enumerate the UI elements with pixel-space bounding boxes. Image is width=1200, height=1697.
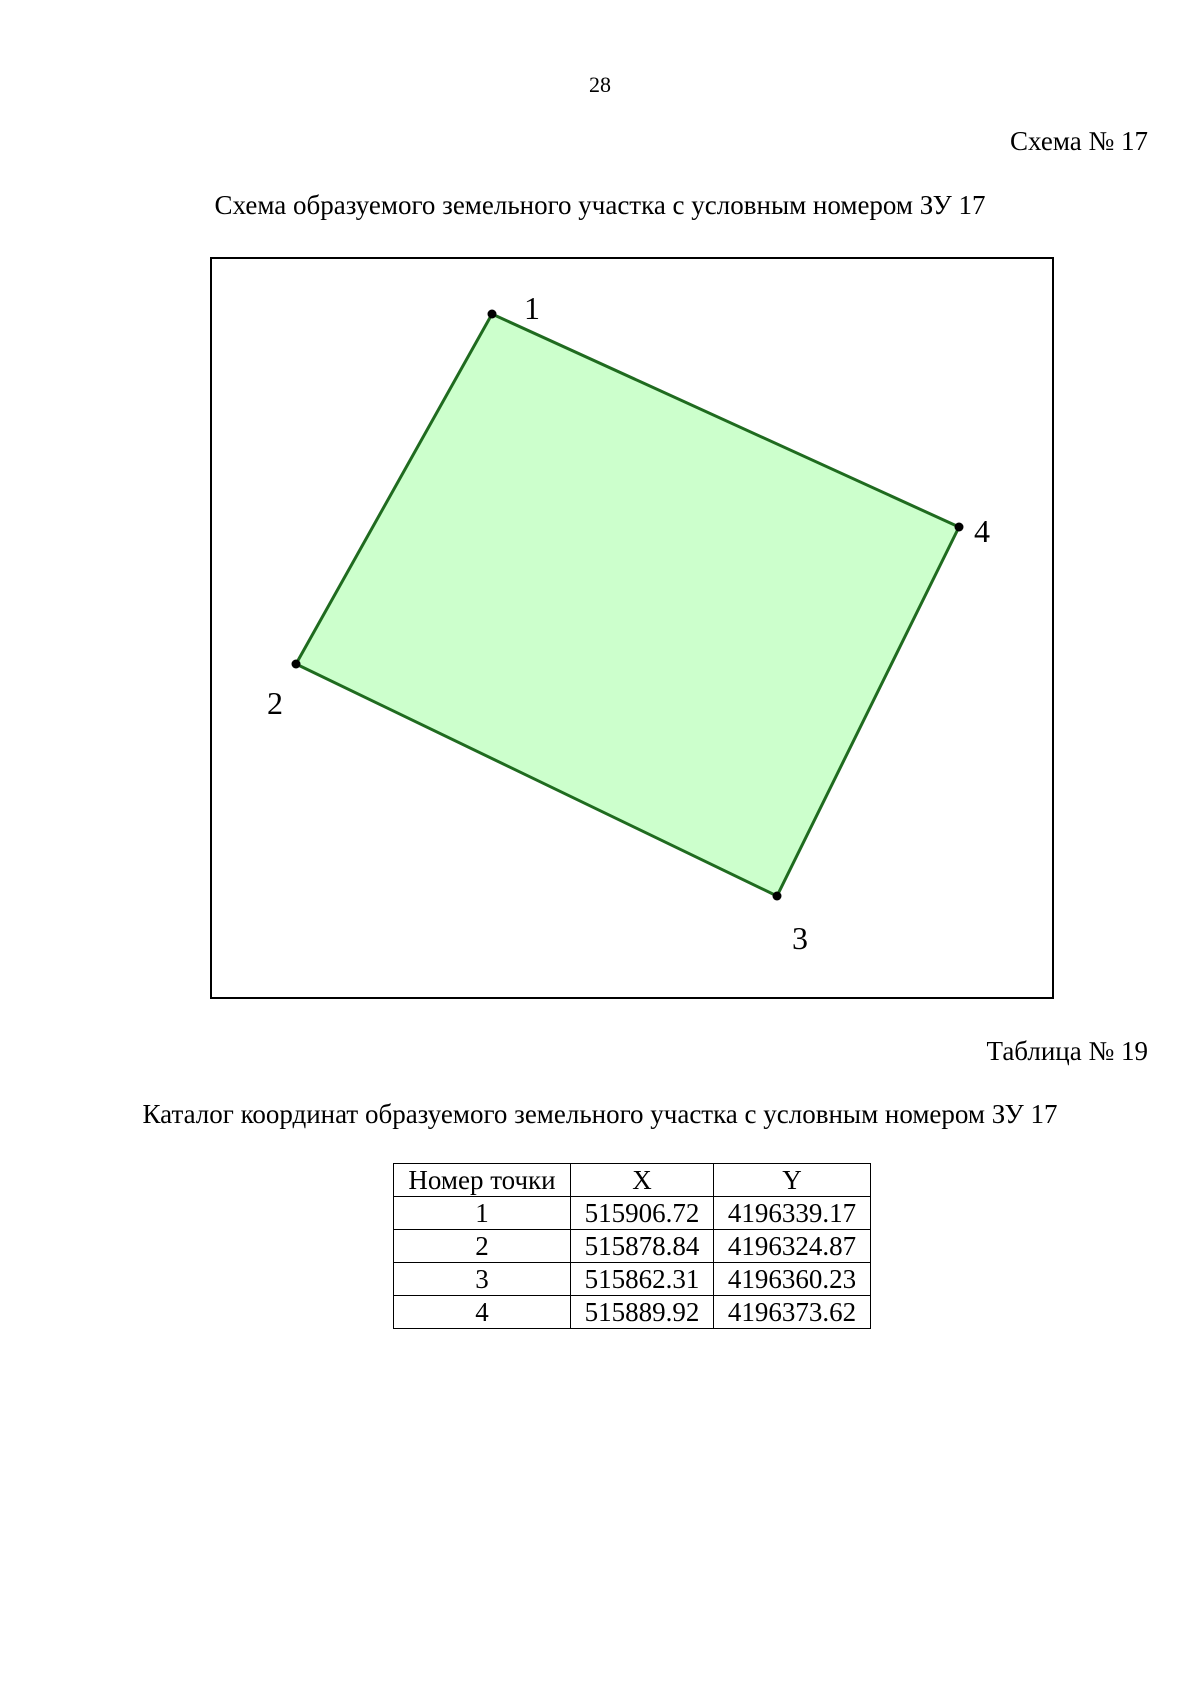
vertex-point-4 (955, 523, 964, 532)
scheme-number: Схема № 17 (1010, 126, 1148, 156)
scheme-title: Схема образуемого земельного участка с условным номером ЗУ 17 (214, 190, 986, 220)
page-number: 28 (589, 72, 611, 97)
header-point-number: Номер точки (394, 1164, 571, 1197)
parcel-scheme-drawing (212, 259, 1052, 997)
cell-point-number: 4 (394, 1296, 571, 1329)
cell-y: 4196324.87 (714, 1230, 871, 1263)
vertex-point-3 (773, 892, 782, 901)
cell-x: 515878.84 (571, 1230, 714, 1263)
vertex-point-2 (292, 660, 301, 669)
vertex-label-3: 3 (792, 920, 808, 956)
table-row (394, 1230, 871, 1263)
header-y: Y (714, 1164, 871, 1197)
vertex-label-2: 2 (267, 685, 283, 721)
cell-y: 4196373.62 (714, 1296, 871, 1329)
cell-point-number: 2 (394, 1230, 571, 1263)
cell-x: 515889.92 (571, 1296, 714, 1329)
vertex-label-1: 1 (524, 290, 540, 326)
table-row (394, 1296, 871, 1329)
header-x: X (571, 1164, 714, 1197)
parcel-polygon (296, 314, 959, 896)
cell-y: 4196339.17 (714, 1197, 871, 1230)
cell-x: 515906.72 (571, 1197, 714, 1230)
table-number: Таблица № 19 (986, 1036, 1148, 1066)
cell-point-number: 3 (394, 1263, 571, 1296)
table-row (394, 1197, 871, 1230)
cell-point-number: 1 (394, 1197, 571, 1230)
table-header-row (394, 1164, 871, 1197)
cell-y: 4196360.23 (714, 1263, 871, 1296)
table-row (394, 1263, 871, 1296)
vertex-point-1 (488, 310, 497, 319)
cell-x: 515862.31 (571, 1263, 714, 1296)
parcel-scheme-figure (210, 257, 1054, 999)
coordinates-table (393, 1163, 871, 1329)
vertex-label-4: 4 (974, 513, 990, 549)
table-title: Каталог координат образуемого земельного участка с условным номером ЗУ 17 (142, 1099, 1058, 1129)
